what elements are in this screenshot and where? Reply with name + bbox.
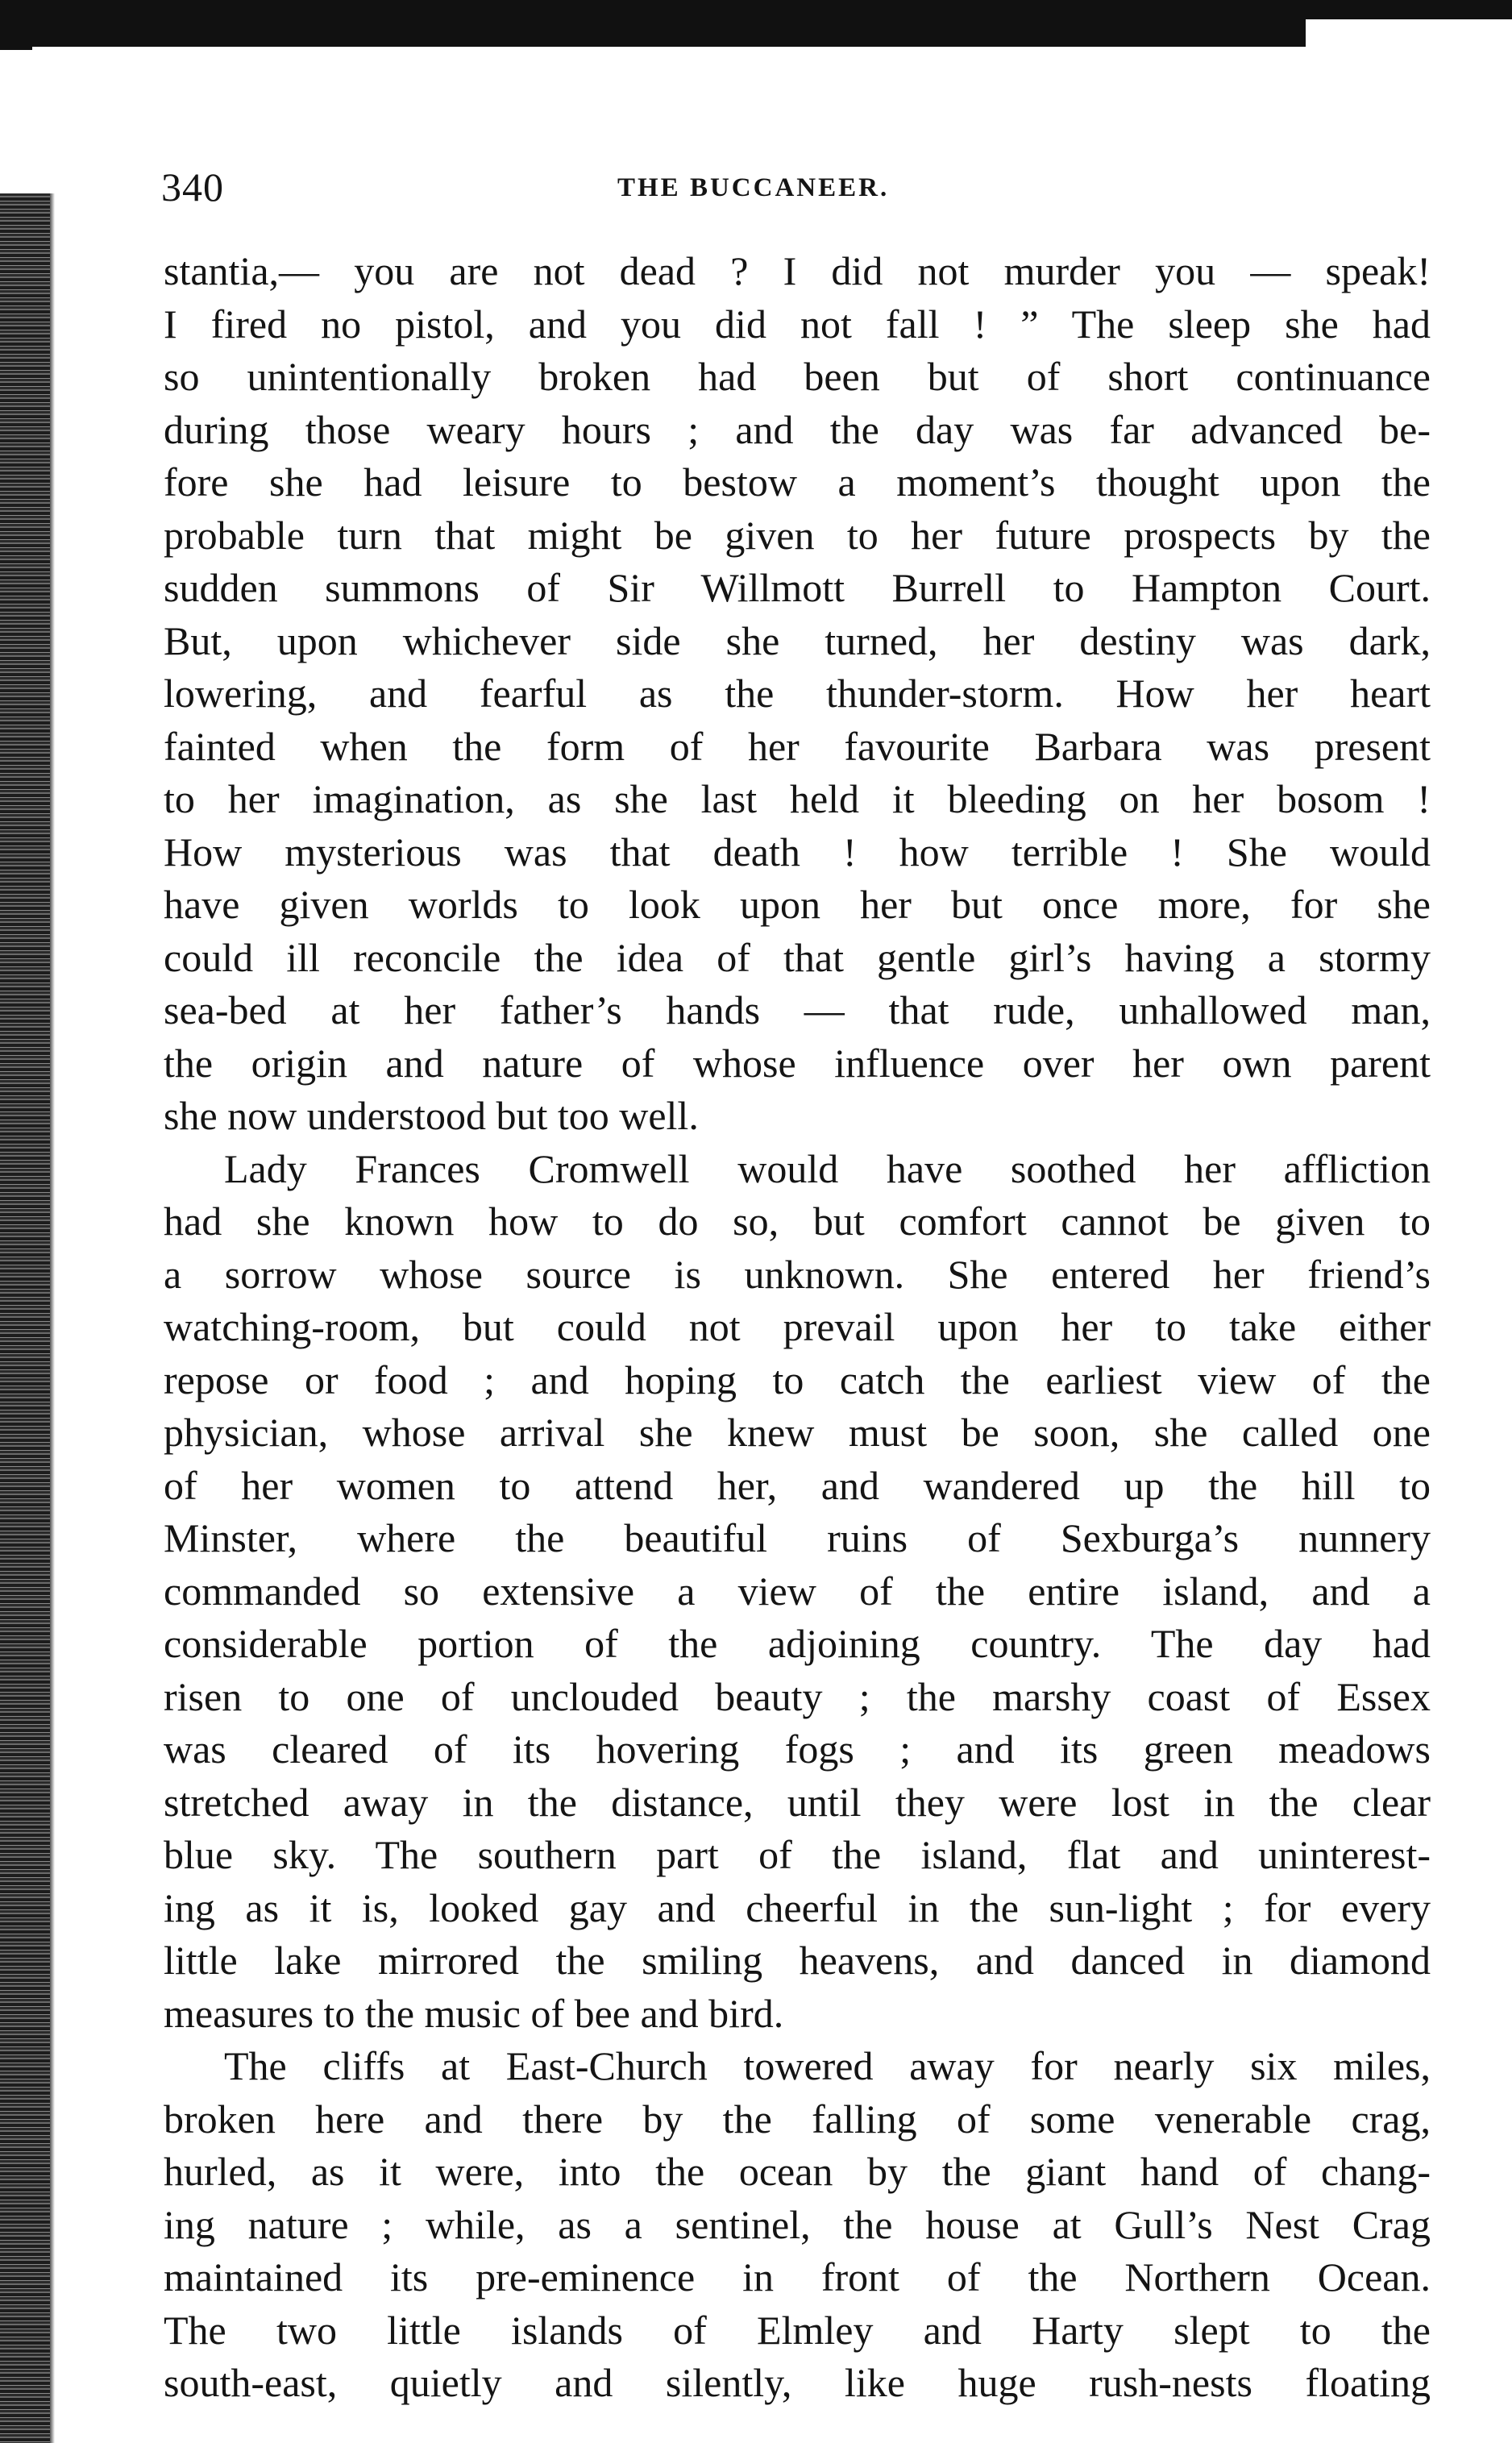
text-line: during those weary hours ; and the day was far advanced be- [164, 406, 1431, 452]
text-line: watching-room, but could not prevail upon her to take either [164, 1304, 1431, 1349]
scan-dark-border [0, 0, 1306, 47]
text-line: blue sky. The southern part of the island, flat and uninterest- [164, 1832, 1431, 1877]
paragraph-end-line: she now understood but too well. [164, 1093, 699, 1138]
text-line: I fired no pistol, and you did not fall ! ” The sleep she had [164, 301, 1431, 347]
paragraph-end-line: measures to the music of bee and bird. [164, 1990, 784, 2036]
text-line: considerable portion of the adjoining country. The day had [164, 1621, 1431, 1666]
text-line: have given worlds to look upon her but once more, for she [164, 882, 1431, 927]
paragraph-start-line: The cliffs at East-Church towered away for nearly six miles, [224, 2043, 1431, 2088]
text-line: could ill reconcile the idea of that gentle girl’s having a stormy [164, 934, 1431, 980]
text-line: south-east, quietly and silently, like huge rush-nests floating [164, 2360, 1431, 2405]
text-line: The two little islands of Elmley and Harty slept to the [164, 2307, 1431, 2353]
text-line: stretched away in the distance, until they were lost in the clear [164, 1779, 1431, 1825]
text-line: so unintentionally broken had been but of short continuance [164, 354, 1431, 399]
text-line: lowering, and fearful as the thunder-storm. How her heart [164, 671, 1431, 716]
scan-speck [0, 47, 32, 50]
running-head: THE BUCCANEER. [617, 173, 890, 202]
page-number: 340 [161, 164, 224, 210]
text-line: of her women to attend her, and wandered up the hill to [164, 1462, 1431, 1508]
text-line: sudden summons of Sir Willmott Burrell to Hampton Court. [164, 565, 1431, 610]
text-line: How mysterious was that death ! how terrible ! She would [164, 829, 1431, 875]
book-spine-edge [0, 193, 50, 2443]
text-line: to her imagination, as she last held it bleeding on her bosom ! [164, 776, 1431, 821]
text-line: ing as it is, looked gay and cheerful in the sun-light ; for every [164, 1884, 1431, 1930]
body-text [164, 245, 1431, 2410]
text-line: had she known how to do so, but comfort cannot be given to [164, 1199, 1431, 1244]
text-line: risen to one of unclouded beauty ; the marshy coast of Essex [164, 1673, 1431, 1719]
text-line: repose or food ; and hoping to catch the earliest view of the [164, 1357, 1431, 1402]
text-line: physician, whose arrival she knew must be soon, she called one [164, 1410, 1431, 1455]
text-line: probable turn that might be given to her future prospects by the [164, 512, 1431, 558]
text-line: Minster, where the beautiful ruins of Sexburga’s nunnery [164, 1515, 1431, 1560]
scan-top-edge [0, 0, 1512, 48]
text-line: fore she had leisure to bestow a moment’s thought upon the [164, 459, 1431, 505]
text-line: stantia,— you are not dead ? I did not murder you — speak! [164, 248, 1431, 293]
paragraph-start-line: Lady Frances Cromwell would have soothed her affliction [224, 1145, 1431, 1191]
text-line: a sorrow whose source is unknown. She entered her friend’s [164, 1251, 1431, 1297]
text-line: sea-bed at her father’s hands — that rude, unhallowed man, [164, 987, 1431, 1032]
scan-dark-border-right [1306, 0, 1512, 19]
text-line: little lake mirrored the smiling heavens, and danced in diamond [164, 1938, 1431, 1983]
text-line: But, upon whichever side she turned, her destiny was dark, [164, 617, 1431, 663]
text-line: the origin and nature of whose influence over her own parent [164, 1040, 1431, 1086]
text-line: fainted when the form of her favourite Barbara was present [164, 723, 1431, 769]
text-line: broken here and there by the falling of some venerable crag, [164, 2096, 1431, 2142]
text-line: was cleared of its hovering fogs ; and its green meadows [164, 1726, 1431, 1772]
page-header [161, 163, 1443, 211]
text-line: maintained its pre-eminence in front of the Northern Ocean. [164, 2254, 1431, 2300]
text-line: commanded so extensive a view of the entire island, and a [164, 1568, 1431, 1614]
text-line: ing nature ; while, as a sentinel, the house at Gull’s Nest Crag [164, 2201, 1431, 2247]
text-line: hurled, as it were, into the ocean by the giant hand of chang- [164, 2149, 1431, 2194]
